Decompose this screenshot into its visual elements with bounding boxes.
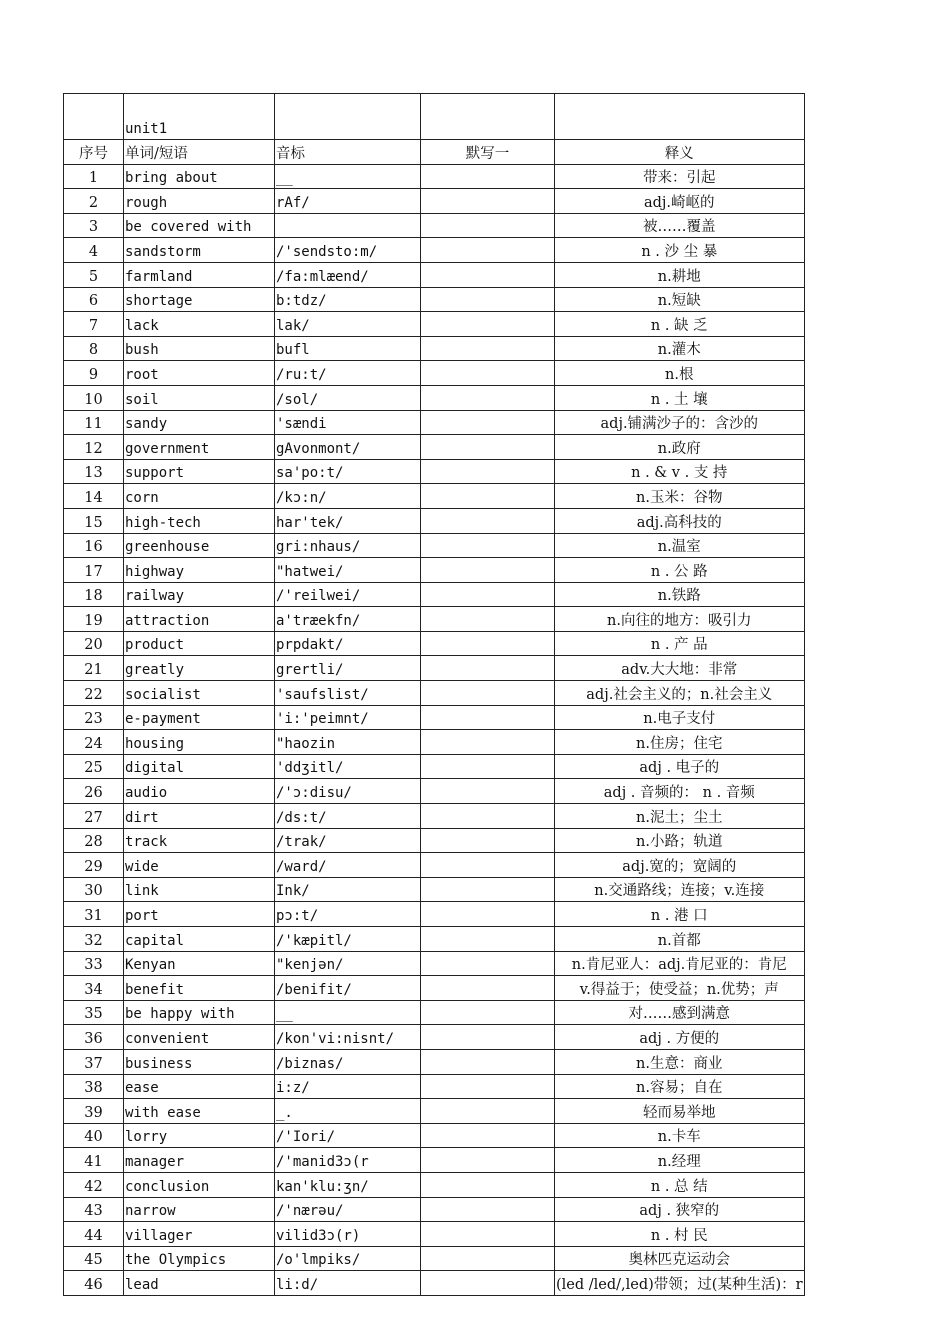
table-row xyxy=(64,189,805,214)
row-meaning: n . 产 品 xyxy=(555,631,805,656)
row-phonetic: prpdakt/ xyxy=(275,631,421,656)
row-meaning: adj . 狭窄的 xyxy=(555,1197,805,1222)
row-dictation-cell[interactable] xyxy=(421,927,555,952)
row-dictation-cell[interactable] xyxy=(421,656,555,681)
row-word: high-tech xyxy=(124,508,275,533)
row-dictation-cell[interactable] xyxy=(421,1222,555,1247)
table-row xyxy=(64,164,805,189)
row-word: with ease xyxy=(124,1099,275,1124)
row-dictation-cell[interactable] xyxy=(421,681,555,706)
row-index: 24 xyxy=(64,730,124,755)
row-dictation-cell[interactable] xyxy=(421,336,555,361)
row-dictation-cell[interactable] xyxy=(421,1000,555,1025)
table-row xyxy=(64,1025,805,1050)
row-meaning: 对……感到满意 xyxy=(555,1000,805,1025)
row-index: 14 xyxy=(64,484,124,509)
row-phonetic: vilid3ɔ(r) xyxy=(275,1222,421,1247)
row-word: soil xyxy=(124,385,275,410)
table-row xyxy=(64,435,805,460)
table-row xyxy=(64,533,805,558)
table-row xyxy=(64,1246,805,1271)
row-phonetic: b:tdz/ xyxy=(275,287,421,312)
row-index: 44 xyxy=(64,1222,124,1247)
row-meaning: n.生意：商业 xyxy=(555,1049,805,1074)
row-index: 19 xyxy=(64,607,124,632)
row-word: ease xyxy=(124,1074,275,1099)
row-phonetic: /'ɔ:disu/ xyxy=(275,779,421,804)
table-row xyxy=(64,1099,805,1124)
row-meaning: n.小路；轨道 xyxy=(555,828,805,853)
row-dictation-cell[interactable] xyxy=(421,951,555,976)
row-word: conclusion xyxy=(124,1172,275,1197)
row-word: greenhouse xyxy=(124,533,275,558)
table-row xyxy=(64,828,805,853)
row-phonetic: /ds:t/ xyxy=(275,804,421,829)
row-index: 12 xyxy=(64,435,124,460)
row-word: root xyxy=(124,361,275,386)
row-word: support xyxy=(124,459,275,484)
row-index: 20 xyxy=(64,631,124,656)
vocabulary-table-body xyxy=(64,94,805,1296)
row-dictation-cell[interactable] xyxy=(421,262,555,287)
row-word: sandstorm xyxy=(124,238,275,263)
row-word: convenient xyxy=(124,1025,275,1050)
row-phonetic: /kɔ:n/ xyxy=(275,484,421,509)
row-word: be covered with xyxy=(124,213,275,238)
row-word: villager xyxy=(124,1222,275,1247)
row-word: be happy with xyxy=(124,1000,275,1025)
row-dictation-cell[interactable] xyxy=(421,1148,555,1173)
row-phonetic: rAf/ xyxy=(275,189,421,214)
row-dictation-cell[interactable] xyxy=(421,361,555,386)
table-row xyxy=(64,1123,805,1148)
row-meaning: n.肯尼亚人：adj.肯尼亚的：肯尼 xyxy=(555,951,805,976)
row-index: 29 xyxy=(64,853,124,878)
row-word: digital xyxy=(124,754,275,779)
row-index: 13 xyxy=(64,459,124,484)
row-word: railway xyxy=(124,582,275,607)
table-row xyxy=(64,287,805,312)
row-dictation-cell[interactable] xyxy=(421,582,555,607)
row-phonetic: 'saufslist/ xyxy=(275,681,421,706)
row-meaning: 奥林匹克运动会 xyxy=(555,1246,805,1271)
row-meaning: n.短缺 xyxy=(555,287,805,312)
row-index: 25 xyxy=(64,754,124,779)
row-meaning: n.玉米：谷物 xyxy=(555,484,805,509)
row-phonetic: /'nærəu/ xyxy=(275,1197,421,1222)
row-phonetic: 'sændi xyxy=(275,410,421,435)
row-index: 27 xyxy=(64,804,124,829)
row-phonetic: /fa:mlæend/ xyxy=(275,262,421,287)
row-word: product xyxy=(124,631,275,656)
row-meaning: adj . 电子的 xyxy=(555,754,805,779)
row-meaning: n.经理 xyxy=(555,1148,805,1173)
table-row xyxy=(64,459,805,484)
row-index: 38 xyxy=(64,1074,124,1099)
row-dictation-cell[interactable] xyxy=(421,189,555,214)
row-meaning: n . & v . 支 持 xyxy=(555,459,805,484)
table-row xyxy=(64,336,805,361)
row-dictation-cell[interactable] xyxy=(421,1049,555,1074)
row-index: 17 xyxy=(64,558,124,583)
row-word: audio xyxy=(124,779,275,804)
row-dictation-cell[interactable] xyxy=(421,533,555,558)
row-word: track xyxy=(124,828,275,853)
table-row xyxy=(64,656,805,681)
unit-blank-cell xyxy=(275,94,421,140)
row-index: 11 xyxy=(64,410,124,435)
row-dictation-cell[interactable] xyxy=(421,1246,555,1271)
row-index: 42 xyxy=(64,1172,124,1197)
row-word: attraction xyxy=(124,607,275,632)
unit-blank-cell xyxy=(64,94,124,140)
row-meaning: adj.社会主义的；n.社会主义 xyxy=(555,681,805,706)
row-phonetic: /sol/ xyxy=(275,385,421,410)
row-meaning: n . 村 民 xyxy=(555,1222,805,1247)
row-phonetic: /'manid3ɔ(r xyxy=(275,1148,421,1173)
table-row xyxy=(64,730,805,755)
row-meaning: (led /led/,led)带领；过(某种生活)：r xyxy=(555,1271,805,1296)
row-index: 37 xyxy=(64,1049,124,1074)
row-word: narrow xyxy=(124,1197,275,1222)
row-word: lead xyxy=(124,1271,275,1296)
row-phonetic: gri:nhaus/ xyxy=(275,533,421,558)
row-dictation-cell[interactable] xyxy=(421,1025,555,1050)
row-dictation-cell[interactable] xyxy=(421,730,555,755)
row-index: 31 xyxy=(64,902,124,927)
table-row xyxy=(64,1271,805,1296)
row-index: 26 xyxy=(64,779,124,804)
table-row xyxy=(64,213,805,238)
row-index: 33 xyxy=(64,951,124,976)
row-meaning: n . 港 口 xyxy=(555,902,805,927)
row-phonetic: gAvonmont/ xyxy=(275,435,421,460)
row-word: manager xyxy=(124,1148,275,1173)
row-dictation-cell[interactable] xyxy=(421,435,555,460)
row-index: 15 xyxy=(64,508,124,533)
row-index: 28 xyxy=(64,828,124,853)
row-meaning: n.温室 xyxy=(555,533,805,558)
row-index: 23 xyxy=(64,705,124,730)
row-word: lorry xyxy=(124,1123,275,1148)
row-meaning: n . 缺 乏 xyxy=(555,312,805,337)
row-word: corn xyxy=(124,484,275,509)
row-index: 32 xyxy=(64,927,124,952)
row-index: 16 xyxy=(64,533,124,558)
row-dictation-cell[interactable] xyxy=(421,804,555,829)
row-dictation-cell[interactable] xyxy=(421,1197,555,1222)
row-meaning: n.容易；自在 xyxy=(555,1074,805,1099)
vocabulary-table xyxy=(63,93,805,1296)
header-meaning: 释义 xyxy=(555,140,805,165)
table-row xyxy=(64,385,805,410)
row-dictation-cell[interactable] xyxy=(421,312,555,337)
row-dictation-cell[interactable] xyxy=(421,1172,555,1197)
row-dictation-cell[interactable] xyxy=(421,1074,555,1099)
row-dictation-cell[interactable] xyxy=(421,558,555,583)
header-dictation: 默写一 xyxy=(421,140,555,165)
table-row xyxy=(64,951,805,976)
row-index: 4 xyxy=(64,238,124,263)
table-row xyxy=(64,361,805,386)
row-word: highway xyxy=(124,558,275,583)
row-meaning: n . 总 结 xyxy=(555,1172,805,1197)
row-dictation-cell[interactable] xyxy=(421,877,555,902)
table-row xyxy=(64,238,805,263)
row-phonetic: /o'lmpiks/ xyxy=(275,1246,421,1271)
row-meaning: adv.大大地：非常 xyxy=(555,656,805,681)
row-phonetic: _. xyxy=(275,1099,421,1124)
row-index: 35 xyxy=(64,1000,124,1025)
row-phonetic: /'Iori/ xyxy=(275,1123,421,1148)
unit-row xyxy=(64,94,805,140)
row-dictation-cell[interactable] xyxy=(421,976,555,1001)
row-phonetic: __ xyxy=(275,164,421,189)
row-meaning: 被……覆盖 xyxy=(555,213,805,238)
table-row xyxy=(64,1074,805,1099)
row-dictation-cell[interactable] xyxy=(421,164,555,189)
row-index: 5 xyxy=(64,262,124,287)
row-meaning: adj.铺满沙子的：含沙的 xyxy=(555,410,805,435)
row-phonetic xyxy=(275,213,421,238)
table-row xyxy=(64,681,805,706)
row-dictation-cell[interactable] xyxy=(421,779,555,804)
row-word: business xyxy=(124,1049,275,1074)
row-meaning: v.得益于；使受益；n.优势；声 xyxy=(555,976,805,1001)
row-phonetic: /'sendsto:m/ xyxy=(275,238,421,263)
row-index: 21 xyxy=(64,656,124,681)
row-index: 30 xyxy=(64,877,124,902)
row-word: the Olympics xyxy=(124,1246,275,1271)
table-row xyxy=(64,262,805,287)
row-meaning: n.交通路线；连接；v.连接 xyxy=(555,877,805,902)
row-phonetic: kan'klu:ʒn/ xyxy=(275,1172,421,1197)
row-meaning: adj.宽的；宽阔的 xyxy=(555,853,805,878)
table-row xyxy=(64,1197,805,1222)
row-word: socialist xyxy=(124,681,275,706)
row-index: 36 xyxy=(64,1025,124,1050)
row-index: 18 xyxy=(64,582,124,607)
row-meaning: n.向往的地方：吸引力 xyxy=(555,607,805,632)
row-index: 22 xyxy=(64,681,124,706)
row-meaning: n.电子支付 xyxy=(555,705,805,730)
row-phonetic: pɔ:t/ xyxy=(275,902,421,927)
row-meaning: adj . 音频的： n . 音频 xyxy=(555,779,805,804)
row-dictation-cell[interactable] xyxy=(421,607,555,632)
table-row xyxy=(64,853,805,878)
row-phonetic: lak/ xyxy=(275,312,421,337)
row-index: 2 xyxy=(64,189,124,214)
row-meaning: n . 公 路 xyxy=(555,558,805,583)
row-dictation-cell[interactable] xyxy=(421,1123,555,1148)
header-row xyxy=(64,140,805,165)
table-row xyxy=(64,607,805,632)
table-row xyxy=(64,902,805,927)
table-row xyxy=(64,754,805,779)
table-row xyxy=(64,927,805,952)
table-row xyxy=(64,582,805,607)
row-word: farmland xyxy=(124,262,275,287)
row-phonetic: /kon'vi:nisnt/ xyxy=(275,1025,421,1050)
row-dictation-cell[interactable] xyxy=(421,385,555,410)
table-row xyxy=(64,705,805,730)
table-row xyxy=(64,558,805,583)
row-index: 43 xyxy=(64,1197,124,1222)
row-phonetic: 'ddʒitl/ xyxy=(275,754,421,779)
row-dictation-cell[interactable] xyxy=(421,213,555,238)
row-index: 1 xyxy=(64,164,124,189)
row-word: port xyxy=(124,902,275,927)
header-word: 单词/短语 xyxy=(124,140,275,165)
row-index: 46 xyxy=(64,1271,124,1296)
row-meaning: n.政府 xyxy=(555,435,805,460)
row-dictation-cell[interactable] xyxy=(421,902,555,927)
row-meaning: n . 沙 尘 暴 xyxy=(555,238,805,263)
row-phonetic: i:z/ xyxy=(275,1074,421,1099)
row-phonetic: /trak/ xyxy=(275,828,421,853)
row-word: greatly xyxy=(124,656,275,681)
row-index: 8 xyxy=(64,336,124,361)
row-word: bring about xyxy=(124,164,275,189)
row-word: link xyxy=(124,877,275,902)
row-index: 10 xyxy=(64,385,124,410)
row-word: bush xyxy=(124,336,275,361)
row-word: housing xyxy=(124,730,275,755)
row-dictation-cell[interactable] xyxy=(421,1271,555,1296)
row-phonetic: grertli/ xyxy=(275,656,421,681)
row-phonetic: har'tek/ xyxy=(275,508,421,533)
table-row xyxy=(64,1000,805,1025)
row-phonetic: /ward/ xyxy=(275,853,421,878)
table-row xyxy=(64,312,805,337)
table-row xyxy=(64,779,805,804)
row-phonetic: Ink/ xyxy=(275,877,421,902)
row-phonetic: "kenjən/ xyxy=(275,951,421,976)
row-dictation-cell[interactable] xyxy=(421,410,555,435)
row-phonetic: /'reilwei/ xyxy=(275,582,421,607)
row-phonetic: /biznas/ xyxy=(275,1049,421,1074)
row-word: wide xyxy=(124,853,275,878)
row-phonetic: li:d/ xyxy=(275,1271,421,1296)
row-meaning: n.铁路 xyxy=(555,582,805,607)
row-dictation-cell[interactable] xyxy=(421,1099,555,1124)
row-phonetic: sa'po:t/ xyxy=(275,459,421,484)
row-dictation-cell[interactable] xyxy=(421,287,555,312)
row-phonetic: /'kæpitl/ xyxy=(275,927,421,952)
row-index: 9 xyxy=(64,361,124,386)
row-dictation-cell[interactable] xyxy=(421,631,555,656)
row-index: 45 xyxy=(64,1246,124,1271)
row-phonetic: /benifit/ xyxy=(275,976,421,1001)
row-index: 3 xyxy=(64,213,124,238)
row-meaning: 轻而易举地 xyxy=(555,1099,805,1124)
table-row xyxy=(64,1222,805,1247)
row-word: e-payment xyxy=(124,705,275,730)
row-dictation-cell[interactable] xyxy=(421,508,555,533)
row-phonetic: "haozin xyxy=(275,730,421,755)
row-meaning: adj.高科技的 xyxy=(555,508,805,533)
row-phonetic: a'træekfn/ xyxy=(275,607,421,632)
row-word: lack xyxy=(124,312,275,337)
row-word: government xyxy=(124,435,275,460)
row-dictation-cell[interactable] xyxy=(421,754,555,779)
table-row xyxy=(64,877,805,902)
row-meaning: n.卡车 xyxy=(555,1123,805,1148)
row-meaning: n.首都 xyxy=(555,927,805,952)
table-row xyxy=(64,1148,805,1173)
row-meaning: n.耕地 xyxy=(555,262,805,287)
row-index: 39 xyxy=(64,1099,124,1124)
row-dictation-cell[interactable] xyxy=(421,828,555,853)
table-row xyxy=(64,631,805,656)
unit-blank-cell xyxy=(555,94,805,140)
row-index: 41 xyxy=(64,1148,124,1173)
row-index: 34 xyxy=(64,976,124,1001)
header-index: 序号 xyxy=(64,140,124,165)
row-meaning: n . 土 壤 xyxy=(555,385,805,410)
row-meaning: n.泥土；尘土 xyxy=(555,804,805,829)
table-row xyxy=(64,1172,805,1197)
row-word: rough xyxy=(124,189,275,214)
row-dictation-cell[interactable] xyxy=(421,484,555,509)
header-phonetic: 音标 xyxy=(275,140,421,165)
row-word: capital xyxy=(124,927,275,952)
row-meaning: adj . 方便的 xyxy=(555,1025,805,1050)
unit-blank-cell xyxy=(421,94,555,140)
row-meaning: 带来：引起 xyxy=(555,164,805,189)
row-index: 40 xyxy=(64,1123,124,1148)
row-meaning: n.住房；住宅 xyxy=(555,730,805,755)
row-word: Kenyan xyxy=(124,951,275,976)
row-phonetic: __ xyxy=(275,1000,421,1025)
row-dictation-cell[interactable] xyxy=(421,705,555,730)
row-dictation-cell[interactable] xyxy=(421,238,555,263)
row-meaning: n.根 xyxy=(555,361,805,386)
table-row xyxy=(64,1049,805,1074)
table-row xyxy=(64,410,805,435)
table-row xyxy=(64,484,805,509)
row-meaning: adj.崎岖的 xyxy=(555,189,805,214)
row-index: 6 xyxy=(64,287,124,312)
row-phonetic: 'i:'peimnt/ xyxy=(275,705,421,730)
row-word: shortage xyxy=(124,287,275,312)
row-word: dirt xyxy=(124,804,275,829)
row-word: benefit xyxy=(124,976,275,1001)
row-meaning: n.灌木 xyxy=(555,336,805,361)
row-word: sandy xyxy=(124,410,275,435)
unit-label: unit1 xyxy=(124,94,275,140)
row-phonetic: "hatwei/ xyxy=(275,558,421,583)
row-dictation-cell[interactable] xyxy=(421,853,555,878)
table-row xyxy=(64,976,805,1001)
table-row xyxy=(64,508,805,533)
row-dictation-cell[interactable] xyxy=(421,459,555,484)
table-row xyxy=(64,804,805,829)
row-index: 7 xyxy=(64,312,124,337)
row-phonetic: bufl xyxy=(275,336,421,361)
row-phonetic: /ru:t/ xyxy=(275,361,421,386)
